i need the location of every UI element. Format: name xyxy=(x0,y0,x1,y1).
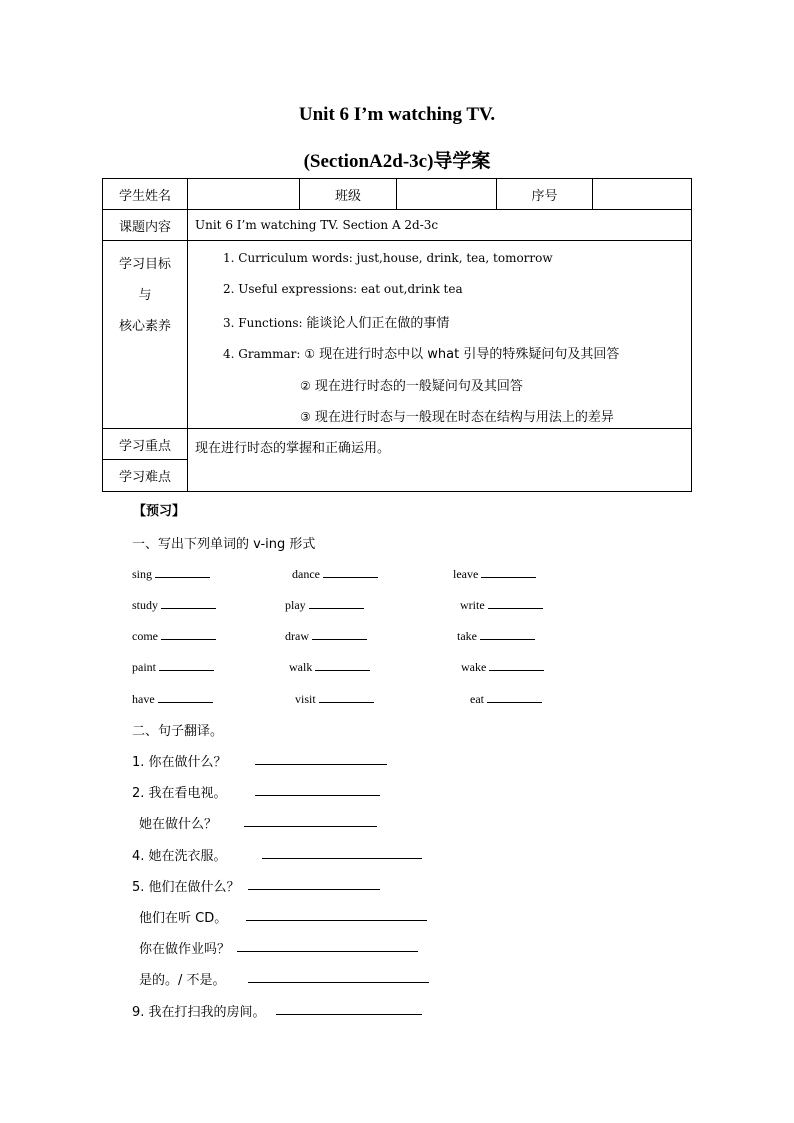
table-row xyxy=(103,210,692,241)
answer-blank[interactable] xyxy=(489,658,544,671)
answer-blank[interactable] xyxy=(155,565,210,578)
sentence-9: 9. 我在打扫我的房间。 xyxy=(132,1005,266,1020)
answer-blank[interactable] xyxy=(480,627,535,640)
answer-blank[interactable] xyxy=(488,596,543,609)
goals-content xyxy=(188,241,692,429)
topic-value: Unit 6 I’m watching TV. Section A 2d-3c xyxy=(188,210,692,241)
word-label: sing xyxy=(132,567,153,581)
key-point-value: 现在进行时态的掌握和正确运用。 xyxy=(188,429,692,492)
class-field[interactable] xyxy=(397,179,497,210)
goal-2: 2. Useful expressions: eat out,drink tea xyxy=(223,282,463,296)
key-point-label: 学习重点 xyxy=(103,429,188,460)
sentence-4: 4. 她在洗衣服。 xyxy=(132,849,227,864)
goals-label xyxy=(103,241,188,429)
number-field[interactable] xyxy=(593,179,692,210)
answer-blank[interactable] xyxy=(244,814,377,827)
goal-4c-text: 现在进行时态与一般现在时态在结构与用法上的差异 xyxy=(310,410,614,425)
answer-blank[interactable] xyxy=(237,939,418,952)
answer-blank[interactable] xyxy=(248,877,380,890)
topic-label: 课题内容 xyxy=(103,210,188,241)
word-label: dance xyxy=(292,567,320,581)
answer-blank[interactable] xyxy=(246,908,427,921)
word-item xyxy=(132,690,213,707)
student-name-label: 学生姓名 xyxy=(103,179,188,210)
class-label: 班级 xyxy=(300,179,397,210)
goal-3-text: 能谈论人们正在做的事情 xyxy=(306,316,450,331)
word-label: visit xyxy=(295,692,316,706)
section-1-heading: 一、写出下列单词的 v-ing 形式 xyxy=(132,537,316,552)
goals-label-line: 与 xyxy=(138,288,152,303)
word-label: have xyxy=(132,692,155,706)
word-item xyxy=(292,565,378,582)
word-item xyxy=(295,690,374,707)
sentence-2: 2. 我在看电视。 xyxy=(132,786,227,801)
sentence-3: 她在做什么？ xyxy=(139,817,218,832)
goal-1: 1. Curriculum words: just,house, drink, tea, tomorrow xyxy=(223,251,553,265)
word-item xyxy=(132,596,216,613)
difficult-point-label: 学习难点 xyxy=(103,460,188,492)
goals-label-line: 学习目标 xyxy=(118,257,171,272)
answer-blank[interactable] xyxy=(158,690,213,703)
word-item xyxy=(132,658,214,675)
word-item xyxy=(470,690,542,707)
number-label: 序号 xyxy=(497,179,593,210)
info-table xyxy=(102,178,692,492)
word-label: draw xyxy=(285,629,309,643)
word-label: eat xyxy=(470,692,484,706)
goal-4b xyxy=(300,375,523,394)
sentence-5: 5. 他们在做什么？ xyxy=(132,880,240,895)
page-title: Unit 6 I’m watching TV. xyxy=(298,104,496,125)
goal-3 xyxy=(223,312,449,331)
answer-blank[interactable] xyxy=(276,1002,422,1015)
word-label: study xyxy=(132,598,159,612)
circled-2-icon: ② xyxy=(300,379,311,393)
sentence-7: 你在做作业吗？ xyxy=(139,942,231,957)
word-item xyxy=(132,627,216,644)
word-label: leave xyxy=(453,567,479,581)
answer-blank[interactable] xyxy=(255,783,380,796)
word-label: walk xyxy=(289,660,313,674)
word-label: write xyxy=(460,598,485,612)
word-item xyxy=(289,658,370,675)
section-2-heading: 二、句子翻译。 xyxy=(132,724,224,739)
word-label: paint xyxy=(132,660,156,674)
answer-blank[interactable] xyxy=(159,658,214,671)
goal-4 xyxy=(223,343,619,362)
goal-4a-text: 现在进行时态中以 what 引导的特殊疑问句及其回答 xyxy=(315,347,620,362)
page-subtitle: (SectionA2d-3c)导学案 xyxy=(303,151,491,172)
word-item xyxy=(453,565,536,582)
answer-blank[interactable] xyxy=(323,565,378,578)
goal-4c xyxy=(300,406,614,425)
circled-1-icon: ① xyxy=(304,347,316,361)
answer-blank[interactable] xyxy=(487,690,542,703)
word-item xyxy=(457,627,535,644)
sentence-1: 1. 你在做什么？ xyxy=(132,755,227,770)
student-name-field[interactable] xyxy=(188,179,300,210)
answer-blank[interactable] xyxy=(481,565,536,578)
word-label: play xyxy=(285,598,306,612)
answer-blank[interactable] xyxy=(309,596,364,609)
answer-blank[interactable] xyxy=(161,627,216,640)
word-item xyxy=(461,658,544,675)
word-item xyxy=(460,596,543,613)
circled-3-icon: ③ xyxy=(300,410,311,424)
table-row xyxy=(103,179,692,210)
answer-blank[interactable] xyxy=(255,752,387,765)
answer-blank[interactable] xyxy=(312,627,367,640)
table-row xyxy=(103,241,692,429)
word-item xyxy=(132,565,210,582)
answer-blank[interactable] xyxy=(319,690,374,703)
word-item xyxy=(285,596,364,613)
sentence-6: 他们在听 CD。 xyxy=(139,911,228,926)
word-label: wake xyxy=(461,660,487,674)
answer-blank[interactable] xyxy=(315,658,370,671)
sentence-8: 是的。/ 不是。 xyxy=(139,973,226,988)
table-row xyxy=(103,429,692,460)
goal-3-prefix: 3. Functions: xyxy=(223,316,307,330)
answer-blank[interactable] xyxy=(248,970,429,983)
word-item xyxy=(285,627,367,644)
word-label: take xyxy=(457,629,477,643)
answer-blank[interactable] xyxy=(161,596,216,609)
word-label: come xyxy=(132,629,158,643)
preview-heading: 【预习】 xyxy=(133,504,186,519)
goal-4b-text: 现在进行时态的一般疑问句及其回答 xyxy=(310,379,523,394)
answer-blank[interactable] xyxy=(262,846,422,859)
goal-4-prefix: 4. Grammar: xyxy=(223,347,305,361)
goals-label-line: 核心素养 xyxy=(118,319,171,334)
